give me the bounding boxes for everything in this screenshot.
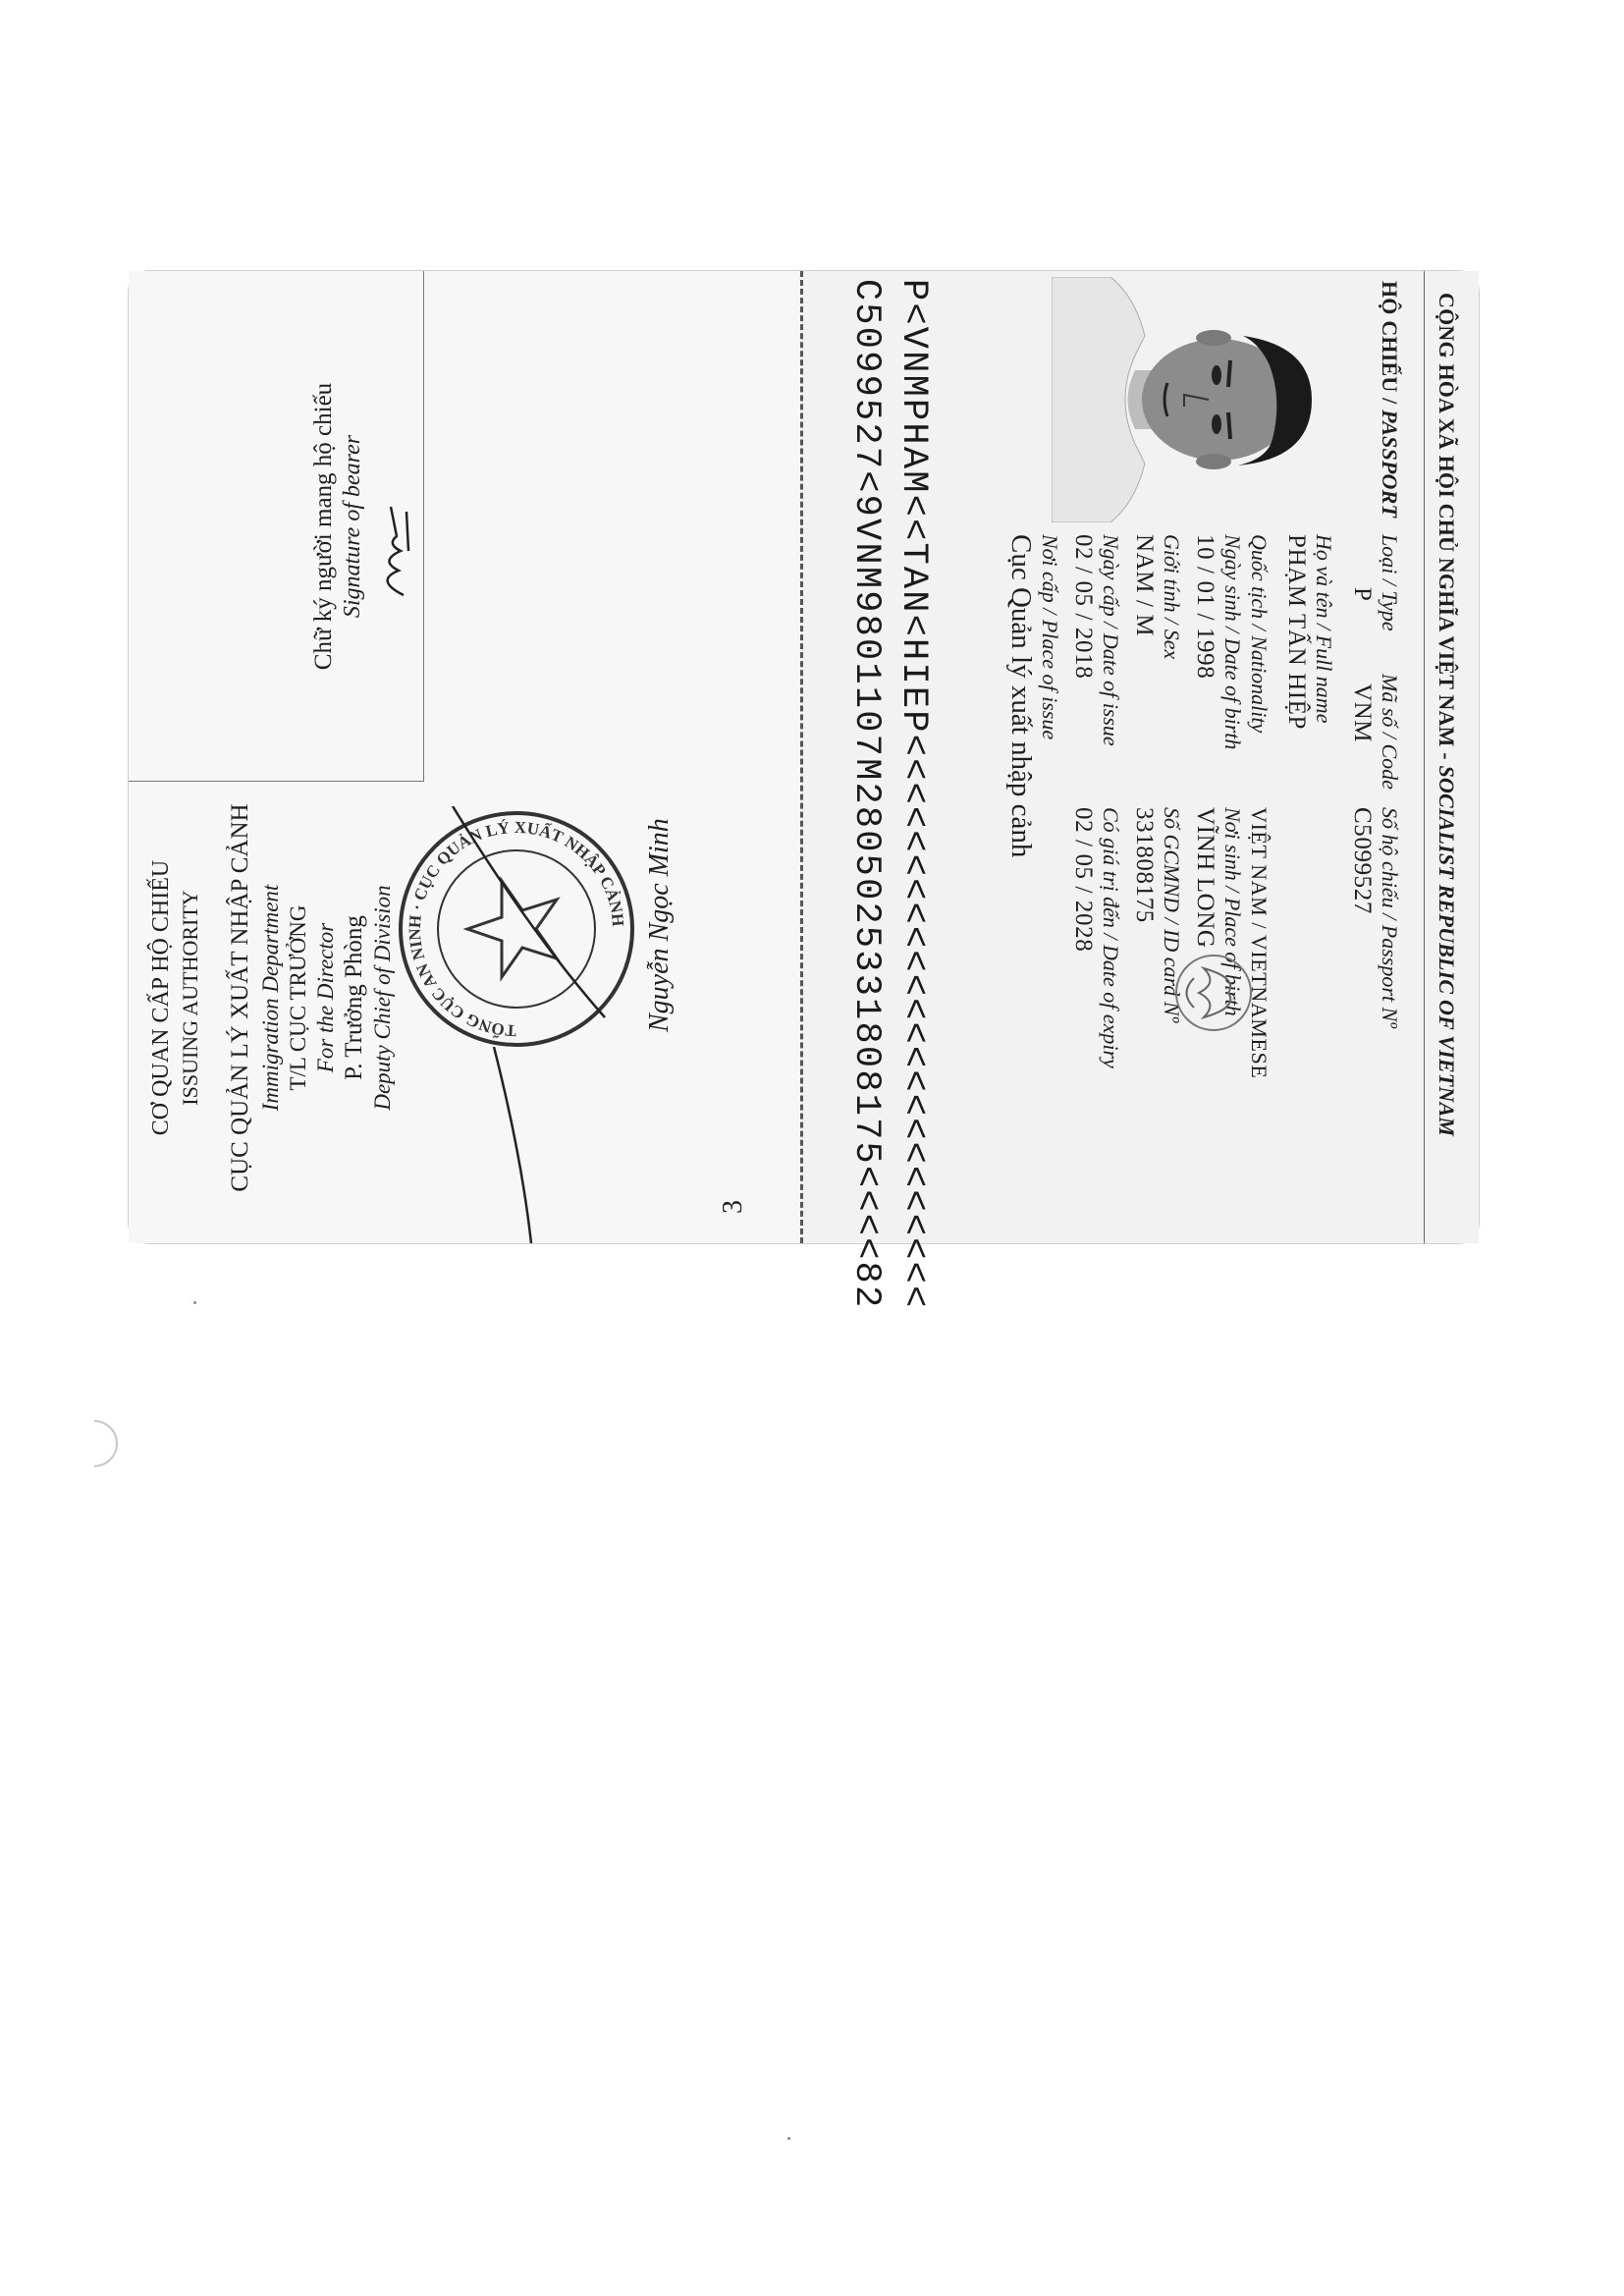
mrz-line-1: P<VNMPHAM<<TAN<HIEP<<<<<<<<<<<<<<<<<<<<<<<< <box>893 279 934 1310</box>
value-code: VNM <box>1349 683 1376 743</box>
value-full-name: PHẠM TẤN HIỆP <box>1283 534 1310 731</box>
emblem-stamp <box>1169 949 1258 1037</box>
mrz-line-2: C5099527<9VNM9801107M2805025331808175<<<<82 <box>845 279 887 1310</box>
value-dob: 10 / 01 / 1998 <box>1192 534 1218 680</box>
label-place-issue: Nơi cấp / Place of issue <box>1038 534 1062 740</box>
department-vn: CỤC QUẢN LÝ XUẤT NHẬP CẢNH <box>227 803 253 1192</box>
official-seal <box>394 806 639 1052</box>
value-date-expiry: 02 / 05 / 2028 <box>1070 807 1097 953</box>
seal-ring-text: TỔNG CỤC AN NINH · CỤC QUẢN LÝ XUẤT NHẬP CẢNH <box>405 817 628 1041</box>
value-date-issue: 02 / 05 / 2018 <box>1070 534 1097 680</box>
divider-vertical <box>129 781 423 782</box>
director-vn: T/L CỤC TRƯỞNG <box>286 904 310 1091</box>
value-pob: VĨNH LONG <box>1192 807 1218 949</box>
director-en: For the Director <box>313 922 338 1073</box>
signature-stroke <box>482 1047 541 1243</box>
value-nationality: VIỆT NAM / VIETNAMESE <box>1247 807 1272 1079</box>
bearer-signature <box>369 497 418 605</box>
label-sex: Giới tính / Sex <box>1160 534 1184 660</box>
punch-hole <box>71 1420 118 1467</box>
label-nationality: Quốc tịch / Nationality <box>1247 534 1272 734</box>
holder-photo <box>1052 277 1346 522</box>
label-date-expiry: Có giá trị đến / Date of expiry <box>1099 807 1123 1068</box>
value-id-card: 331808175 <box>1131 807 1158 923</box>
authority-title-vn: CƠ QUAN CẤP HỘ CHIẾU <box>148 859 174 1136</box>
deputy-en: Deputy Chief of Division <box>370 885 395 1111</box>
department-en: Immigration Department <box>258 884 283 1112</box>
authority-title-en: ISSUING AUTHORITY <box>178 890 202 1106</box>
bearer-label-vn: Chữ ký người mang hộ chiếu <box>310 382 337 671</box>
authority-page <box>129 271 797 1243</box>
label-code: Mã số / Code <box>1378 674 1402 790</box>
signer-name: Nguyễn Ngọc Minh <box>644 818 675 1032</box>
label-passport-no: Số hộ chiếu / Passport Nº <box>1378 807 1402 1028</box>
data-page <box>801 271 1479 1310</box>
header-doc-type: HỘ CHIẾU / PASSPORT <box>1378 281 1402 519</box>
label-full-name: Họ và tên / Full name <box>1312 534 1336 724</box>
label-dob: Ngày sinh / Date of birth <box>1220 534 1245 750</box>
fold-line <box>800 271 803 1243</box>
header-republic: CỘNG HÒA XÃ HỘI CHỦ NGHĨA VIỆT NAM - SOCIALIST REPUBLIC OF VIETNAM <box>1435 293 1459 1137</box>
page-number: 3 <box>718 1200 748 1214</box>
value-type: P <box>1349 587 1376 602</box>
label-date-issue: Ngày cấp / Date of issue <box>1099 534 1123 746</box>
label-pob: Nơi sinh / Place of birth <box>1220 807 1245 1016</box>
value-passport-no: C5099527 <box>1349 807 1376 914</box>
bearer-label-en: Signature of bearer <box>340 434 365 619</box>
divider-horizontal <box>423 271 424 782</box>
passport-scan <box>128 270 1480 1310</box>
value-place-issue: Cục Quản lý xuất nhập cảnh <box>1005 534 1037 858</box>
value-sex: NAM / M <box>1131 534 1158 637</box>
label-id-card: Số GCMND / ID card Nº <box>1160 807 1184 1023</box>
deputy-vn: P. Trưởng Phòng <box>341 915 367 1080</box>
label-type: Loại / Type <box>1378 534 1402 631</box>
